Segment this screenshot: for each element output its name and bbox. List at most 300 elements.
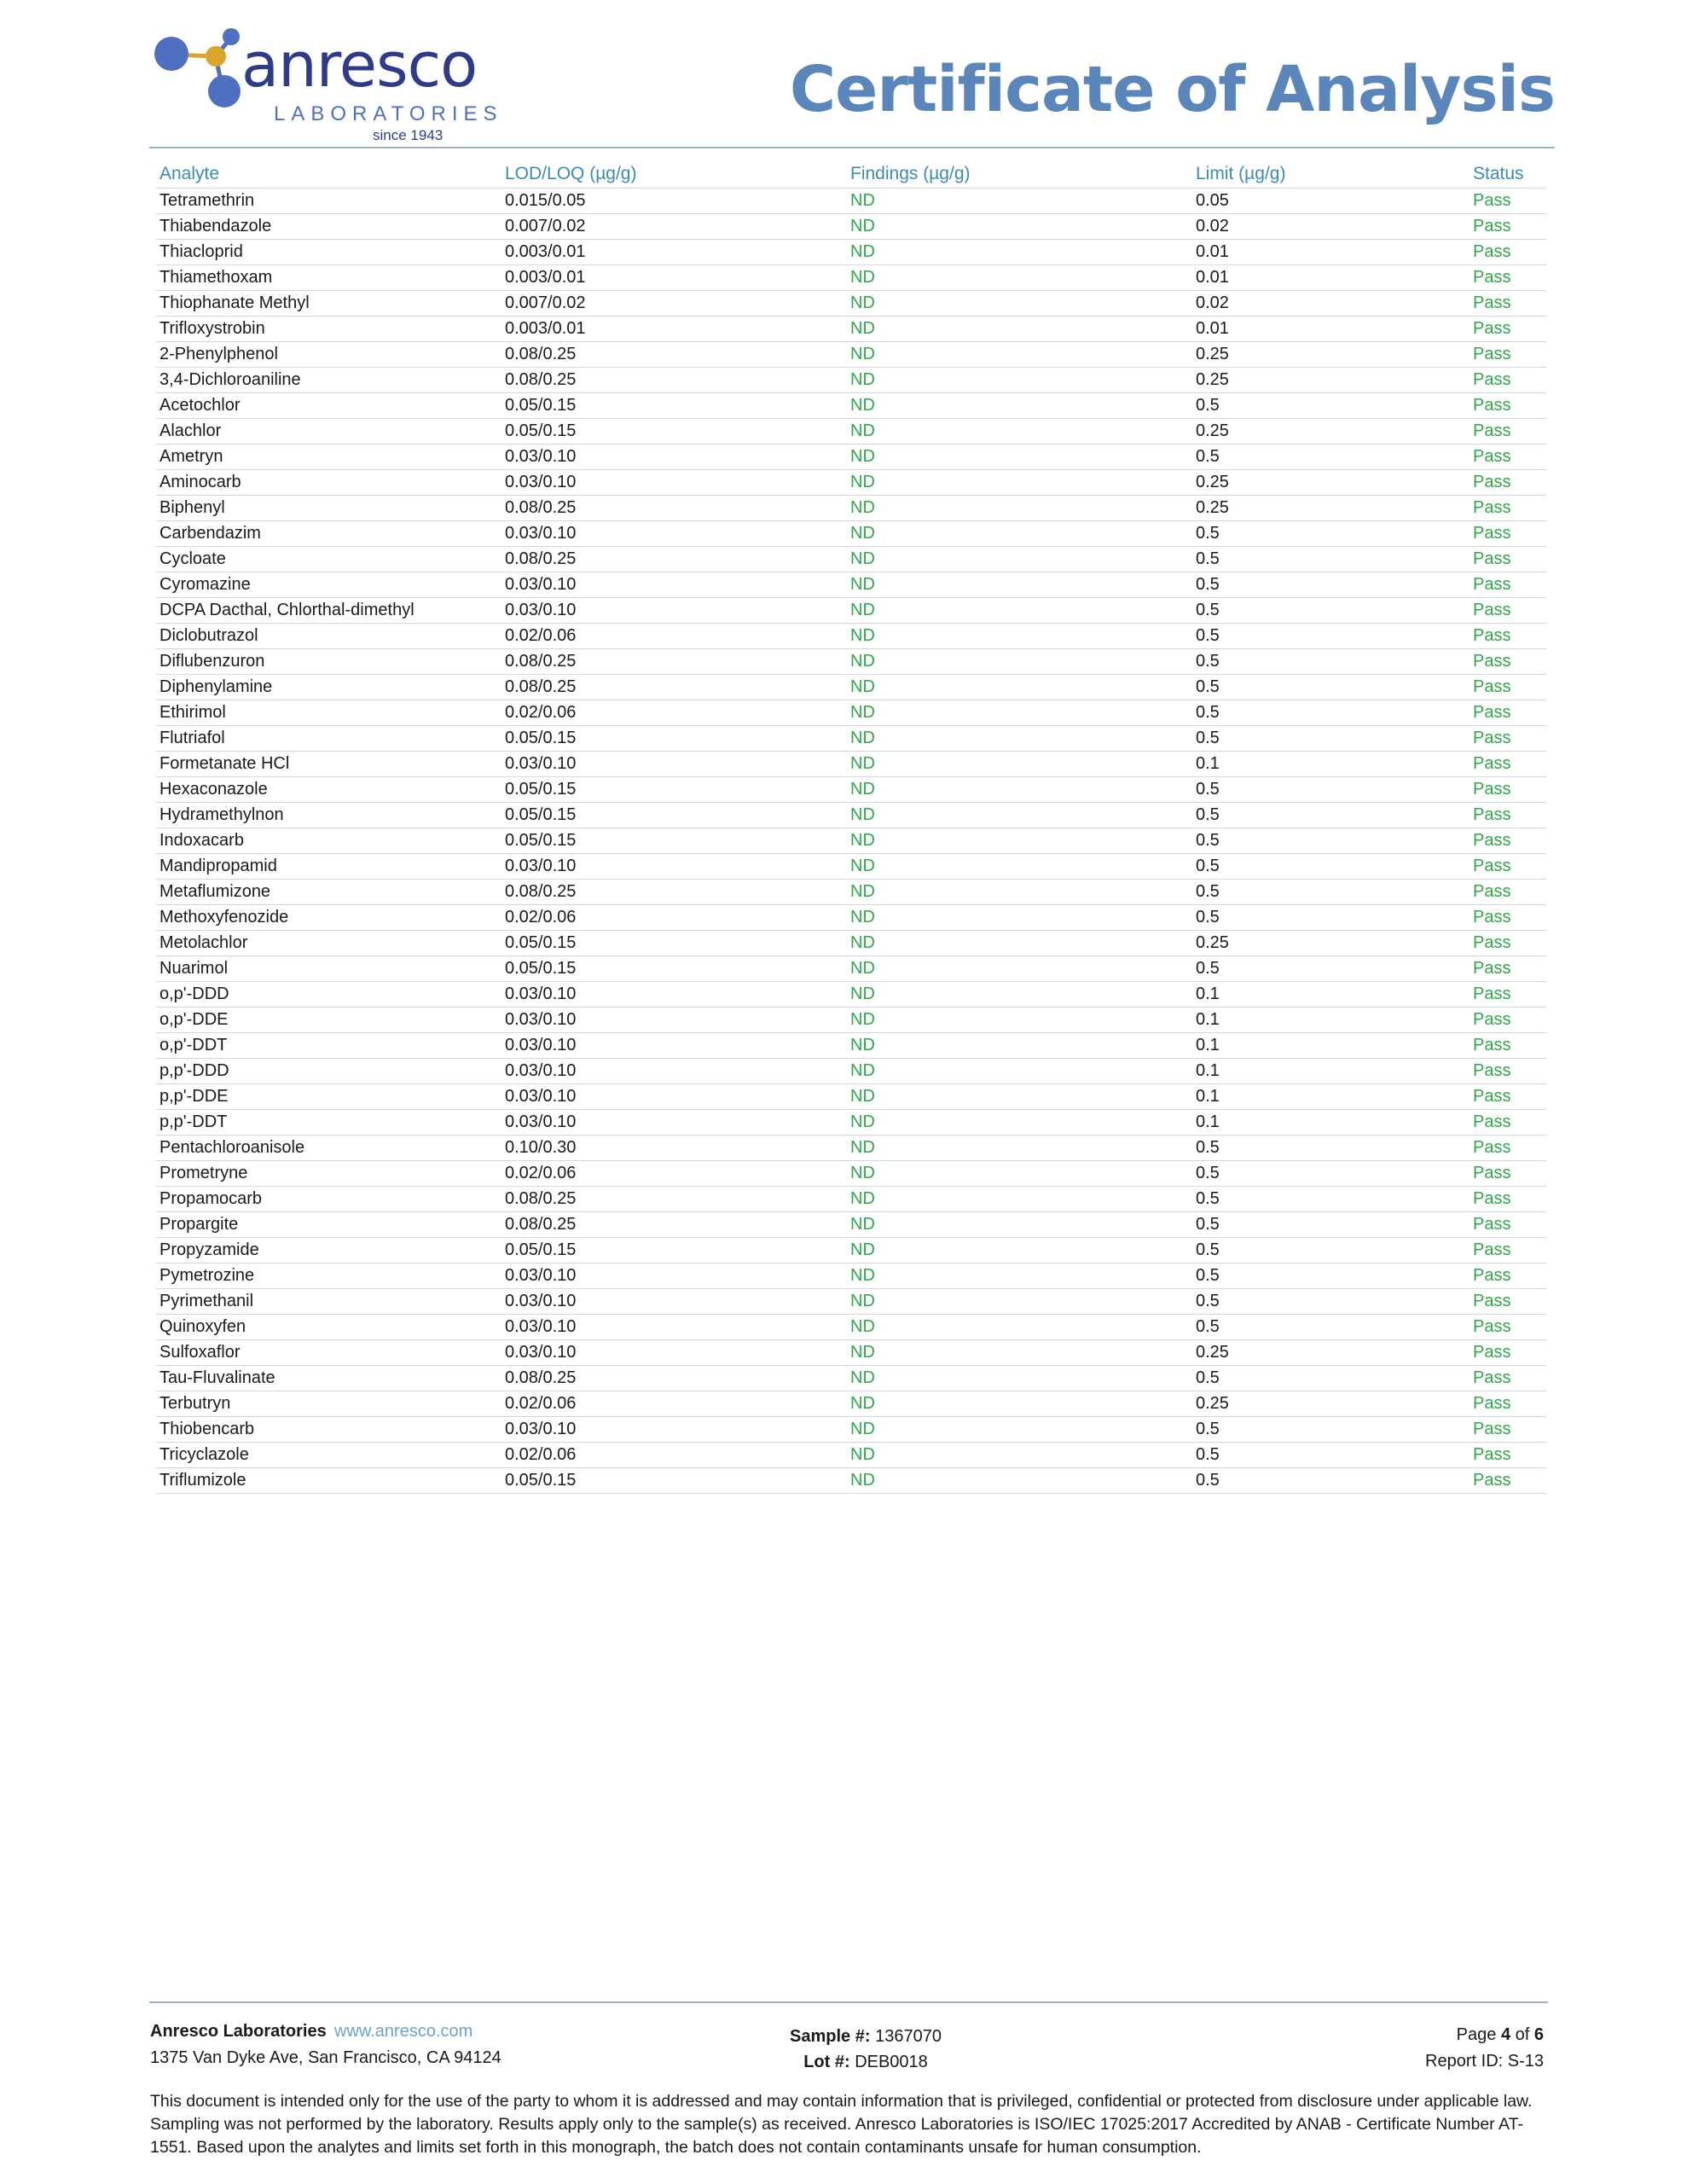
cell-lod-loq: 0.03/0.10 [501,1263,847,1289]
cell-lod-loq: 0.03/0.10 [501,521,847,547]
cell-status: Pass [1470,700,1546,726]
cell-status: Pass [1470,1033,1546,1059]
cell-lod-loq: 0.10/0.30 [501,1136,847,1161]
header-divider [149,147,1555,148]
cell-analyte: Tricyclazole [156,1443,501,1468]
cell-status: Pass [1470,1008,1546,1033]
cell-limit: 0.5 [1192,803,1470,828]
table-row [156,1417,1546,1443]
cell-analyte: Cyromazine [156,572,501,598]
cell-analyte: Methoxyfenozide [156,905,501,931]
cell-status: Pass [1470,1417,1546,1443]
cell-lod-loq: 0.03/0.10 [501,1033,847,1059]
cell-lod-loq: 0.003/0.01 [501,317,847,342]
footer-website-link[interactable]: www.anresco.com [334,2022,473,2041]
table-row [156,931,1546,956]
cell-lod-loq: 0.05/0.15 [501,1238,847,1263]
cell-findings: ND [847,598,1192,624]
cell-findings: ND [847,828,1192,854]
cell-findings: ND [847,189,1192,214]
cell-analyte: Thiabendazole [156,214,501,240]
table-row [156,496,1546,521]
cell-status: Pass [1470,880,1546,905]
lot-label: Lot #: [803,2053,850,2071]
cell-status: Pass [1470,368,1546,393]
cell-findings: ND [847,470,1192,496]
cell-limit: 0.5 [1192,1187,1470,1212]
table-row [156,240,1546,265]
cell-limit: 0.02 [1192,291,1470,317]
cell-analyte: 3,4-Dichloroaniline [156,368,501,393]
cell-analyte: Pyrimethanil [156,1289,501,1315]
cell-limit: 0.5 [1192,1263,1470,1289]
cell-limit: 0.5 [1192,777,1470,803]
cell-limit: 0.5 [1192,675,1470,700]
cell-lod-loq: 0.08/0.25 [501,496,847,521]
table-row [156,1238,1546,1263]
cell-analyte: Propargite [156,1212,501,1238]
cell-limit: 0.5 [1192,700,1470,726]
cell-status: Pass [1470,1161,1546,1187]
table-row [156,1340,1546,1366]
table-row [156,1187,1546,1212]
cell-analyte: Thiamethoxam [156,265,501,291]
table-row [156,368,1546,393]
page-total: 6 [1533,2025,1544,2044]
cell-findings: ND [847,1315,1192,1340]
cell-analyte: Acetochlor [156,393,501,419]
page-of: of [1515,2025,1530,2044]
cell-findings: ND [847,419,1192,444]
sample-info [682,2024,1049,2075]
cell-limit: 0.25 [1192,470,1470,496]
header-findings: Findings (µg/g) [847,160,1192,189]
cell-limit: 0.25 [1192,931,1470,956]
anresco-logo [149,26,507,145]
cell-analyte: Ametryn [156,444,501,470]
cell-status: Pass [1470,291,1546,317]
cell-findings: ND [847,1238,1192,1263]
cell-findings: ND [847,240,1192,265]
cell-analyte: Flutriafol [156,726,501,752]
cell-findings: ND [847,1033,1192,1059]
cell-status: Pass [1470,265,1546,291]
cell-limit: 0.5 [1192,1417,1470,1443]
cell-status: Pass [1470,1187,1546,1212]
table-row [156,880,1546,905]
table-row [156,726,1546,752]
cell-status: Pass [1470,905,1546,931]
cell-analyte: 2-Phenylphenol [156,342,501,368]
table-row [156,1468,1546,1494]
lot-number [682,2049,1049,2075]
cell-lod-loq: 0.05/0.15 [501,726,847,752]
table-row [156,803,1546,828]
cell-analyte: Nuarimol [156,956,501,982]
cell-lod-loq: 0.05/0.15 [501,1468,847,1494]
cell-status: Pass [1470,1238,1546,1263]
cell-analyte: Thiacloprid [156,240,501,265]
table-row [156,470,1546,496]
cell-status: Pass [1470,342,1546,368]
cell-findings: ND [847,1443,1192,1468]
cell-findings: ND [847,265,1192,291]
cell-limit: 0.5 [1192,880,1470,905]
cell-lod-loq: 0.03/0.10 [501,1084,847,1110]
cell-limit: 0.5 [1192,1468,1470,1494]
cell-lod-loq: 0.03/0.10 [501,1417,847,1443]
cell-findings: ND [847,368,1192,393]
cell-findings: ND [847,1340,1192,1366]
cell-lod-loq: 0.08/0.25 [501,368,847,393]
cell-analyte: Metolachlor [156,931,501,956]
cell-limit: 0.5 [1192,1136,1470,1161]
cell-lod-loq: 0.007/0.02 [501,214,847,240]
table-row [156,1263,1546,1289]
disclaimer-text: This document is intended only for the use of the party to whom it is addressed and may contain information that is privileged, confidential or protected from disclosure under applicable law. Sampling was not performed by the laboratory. Results apply only to the sample(s) as received. Anresco Laboratories is ISO/IEC 17025:2017 Accredited by ANAB - Certificate Number AT-1551. Based upon the analytes and limits set forth in this monograph, the batch does not contain contaminants unsafe for human consumption. [150,2092,1533,2157]
cell-status: Pass [1470,470,1546,496]
cell-findings: ND [847,1110,1192,1136]
cell-lod-loq: 0.03/0.10 [501,470,847,496]
cell-findings: ND [847,624,1192,649]
table-row [156,828,1546,854]
cell-findings: ND [847,444,1192,470]
table-row [156,1315,1546,1340]
cell-analyte: Carbendazim [156,521,501,547]
table-row [156,1136,1546,1161]
cell-analyte: Diphenylamine [156,675,501,700]
cell-limit: 0.5 [1192,1238,1470,1263]
table-row [156,700,1546,726]
cell-limit: 0.1 [1192,1084,1470,1110]
table-row [156,1161,1546,1187]
cell-status: Pass [1470,675,1546,700]
table-row [156,1391,1546,1417]
cell-findings: ND [847,1212,1192,1238]
cell-limit: 0.5 [1192,956,1470,982]
cell-analyte: o,p'-DDD [156,982,501,1008]
cell-lod-loq: 0.02/0.06 [501,1443,847,1468]
cell-lod-loq: 0.03/0.10 [501,982,847,1008]
cell-lod-loq: 0.03/0.10 [501,1059,847,1084]
cell-findings: ND [847,649,1192,675]
cell-analyte: p,p'-DDT [156,1110,501,1136]
logo-wordmark: anresco [241,29,478,101]
table-row [156,854,1546,880]
cell-status: Pass [1470,828,1546,854]
results-body [156,189,1546,1494]
cell-analyte: Metaflumizone [156,880,501,905]
cell-analyte: Quinoxyfen [156,1315,501,1340]
cell-lod-loq: 0.003/0.01 [501,240,847,265]
cell-analyte: Thiobencarb [156,1417,501,1443]
cell-lod-loq: 0.015/0.05 [501,189,847,214]
cell-lod-loq: 0.03/0.10 [501,1340,847,1366]
cell-lod-loq: 0.02/0.06 [501,1391,847,1417]
cell-limit: 0.5 [1192,828,1470,854]
cell-status: Pass [1470,521,1546,547]
cell-analyte: Hydramethylnon [156,803,501,828]
cell-lod-loq: 0.03/0.10 [501,1110,847,1136]
cell-limit: 0.5 [1192,624,1470,649]
table-row [156,982,1546,1008]
cell-lod-loq: 0.08/0.25 [501,547,847,572]
page-indicator [1425,2022,1544,2048]
cell-status: Pass [1470,547,1546,572]
cell-limit: 0.5 [1192,726,1470,752]
cell-status: Pass [1470,956,1546,982]
page-info [1425,2022,1544,2075]
cell-limit: 0.5 [1192,1289,1470,1315]
cell-findings: ND [847,214,1192,240]
logo-subtitle: LABORATORIES [274,102,503,125]
cell-findings: ND [847,393,1192,419]
cell-lod-loq: 0.08/0.25 [501,1212,847,1238]
cell-status: Pass [1470,1443,1546,1468]
cell-lod-loq: 0.08/0.25 [501,1187,847,1212]
cell-lod-loq: 0.03/0.10 [501,1315,847,1340]
table-row [156,1008,1546,1033]
cell-analyte: Hexaconazole [156,777,501,803]
cell-limit: 0.5 [1192,547,1470,572]
sample-number [682,2024,1049,2049]
cell-status: Pass [1470,624,1546,649]
cell-findings: ND [847,854,1192,880]
cell-limit: 0.25 [1192,1340,1470,1366]
cell-limit: 0.1 [1192,1059,1470,1084]
cell-findings: ND [847,496,1192,521]
table-row [156,291,1546,317]
cell-findings: ND [847,1059,1192,1084]
cell-status: Pass [1470,598,1546,624]
cell-status: Pass [1470,1468,1546,1494]
cell-status: Pass [1470,419,1546,444]
cell-lod-loq: 0.08/0.25 [501,1366,847,1391]
cell-limit: 0.25 [1192,419,1470,444]
cell-limit: 0.25 [1192,342,1470,368]
cell-limit: 0.1 [1192,1008,1470,1033]
cell-status: Pass [1470,931,1546,956]
cell-analyte: Sulfoxaflor [156,1340,501,1366]
cell-lod-loq: 0.03/0.10 [501,1289,847,1315]
cell-findings: ND [847,572,1192,598]
cell-lod-loq: 0.05/0.15 [501,956,847,982]
results-table [156,160,1546,1494]
cell-findings: ND [847,342,1192,368]
cell-limit: 0.5 [1192,854,1470,880]
table-row [156,393,1546,419]
cell-status: Pass [1470,777,1546,803]
table-row [156,1110,1546,1136]
cell-analyte: Ethirimol [156,700,501,726]
cell-analyte: Trifloxystrobin [156,317,501,342]
cell-limit: 0.5 [1192,1443,1470,1468]
cell-findings: ND [847,1161,1192,1187]
cell-lod-loq: 0.05/0.15 [501,393,847,419]
table-row [156,675,1546,700]
cell-status: Pass [1470,317,1546,342]
table-row [156,521,1546,547]
cell-lod-loq: 0.05/0.15 [501,931,847,956]
cell-limit: 0.5 [1192,649,1470,675]
cell-status: Pass [1470,1263,1546,1289]
cell-limit: 0.25 [1192,1391,1470,1417]
table-row [156,1443,1546,1468]
cell-lod-loq: 0.007/0.02 [501,291,847,317]
cell-status: Pass [1470,189,1546,214]
table-row [156,598,1546,624]
cell-lod-loq: 0.05/0.15 [501,828,847,854]
cell-lod-loq: 0.03/0.10 [501,598,847,624]
cell-findings: ND [847,1366,1192,1391]
table-row [156,572,1546,598]
cell-findings: ND [847,1263,1192,1289]
cell-status: Pass [1470,572,1546,598]
table-row [156,1059,1546,1084]
footer-company: Anresco Laboratories [150,2022,327,2041]
cell-limit: 0.5 [1192,444,1470,470]
cell-findings: ND [847,1468,1192,1494]
cell-analyte: Alachlor [156,419,501,444]
table-header-row [156,160,1546,189]
cell-lod-loq: 0.03/0.10 [501,444,847,470]
header-analyte: Analyte [156,160,501,189]
table-row [156,1033,1546,1059]
table-row [156,649,1546,675]
cell-limit: 0.1 [1192,982,1470,1008]
table-row [156,1366,1546,1391]
table-row [156,317,1546,342]
page-title: Certificate of Analysis [789,53,1555,126]
cell-limit: 0.5 [1192,1212,1470,1238]
cell-status: Pass [1470,1136,1546,1161]
cell-analyte: Formetanate HCl [156,752,501,777]
cell-analyte: Pymetrozine [156,1263,501,1289]
cell-lod-loq: 0.02/0.06 [501,905,847,931]
cell-status: Pass [1470,496,1546,521]
header-status: Status [1470,160,1546,189]
cell-findings: ND [847,752,1192,777]
cell-findings: ND [847,982,1192,1008]
cell-status: Pass [1470,854,1546,880]
cell-analyte: Tetramethrin [156,189,501,214]
sample-value: 1367070 [875,2027,942,2046]
header-lod-loq: LOD/LOQ (µg/g) [501,160,847,189]
cell-lod-loq: 0.003/0.01 [501,265,847,291]
sample-label: Sample #: [790,2027,871,2046]
cell-findings: ND [847,777,1192,803]
cell-findings: ND [847,956,1192,982]
cell-findings: ND [847,317,1192,342]
cell-limit: 0.5 [1192,1315,1470,1340]
logo-since: since 1943 [373,127,443,143]
cell-limit: 0.5 [1192,1161,1470,1187]
table-row [156,1289,1546,1315]
cell-analyte: Prometryne [156,1161,501,1187]
cell-lod-loq: 0.03/0.10 [501,572,847,598]
table-row [156,777,1546,803]
footer-divider [149,2001,1548,2003]
header-limit: Limit (µg/g) [1192,160,1470,189]
cell-lod-loq: 0.08/0.25 [501,675,847,700]
cell-analyte: Propyzamide [156,1238,501,1263]
cell-lod-loq: 0.05/0.15 [501,419,847,444]
cell-lod-loq: 0.02/0.06 [501,700,847,726]
cell-findings: ND [847,1289,1192,1315]
cell-status: Pass [1470,240,1546,265]
table-row [156,905,1546,931]
cell-findings: ND [847,1417,1192,1443]
cell-status: Pass [1470,1315,1546,1340]
cell-limit: 0.1 [1192,1033,1470,1059]
cell-lod-loq: 0.05/0.15 [501,777,847,803]
cell-status: Pass [1470,1391,1546,1417]
cell-analyte: Indoxacarb [156,828,501,854]
cell-limit: 0.5 [1192,905,1470,931]
cell-analyte: p,p'-DDE [156,1084,501,1110]
cell-status: Pass [1470,982,1546,1008]
page-header [149,26,1555,147]
table-row [156,624,1546,649]
cell-findings: ND [847,931,1192,956]
cell-findings: ND [847,1084,1192,1110]
cell-status: Pass [1470,444,1546,470]
footer-address: 1375 Van Dyke Ave, San Francisco, CA 94124 [150,2048,501,2067]
cell-limit: 0.25 [1192,496,1470,521]
table-row [156,189,1546,214]
cell-analyte: Thiophanate Methyl [156,291,501,317]
cell-limit: 0.1 [1192,752,1470,777]
cell-findings: ND [847,521,1192,547]
cell-analyte: o,p'-DDE [156,1008,501,1033]
cell-analyte: p,p'-DDD [156,1059,501,1084]
cell-lod-loq: 0.03/0.10 [501,1008,847,1033]
cell-analyte: Mandipropamid [156,854,501,880]
table-row [156,342,1546,368]
table-row [156,547,1546,572]
cell-limit: 0.25 [1192,368,1470,393]
cell-analyte: Propamocarb [156,1187,501,1212]
cell-lod-loq: 0.08/0.25 [501,880,847,905]
cell-analyte: Cycloate [156,547,501,572]
table-row [156,419,1546,444]
cell-limit: 0.5 [1192,1366,1470,1391]
cell-status: Pass [1470,1289,1546,1315]
cell-lod-loq: 0.03/0.10 [501,854,847,880]
table-row [156,1212,1546,1238]
cell-limit: 0.1 [1192,1110,1470,1136]
cell-findings: ND [847,803,1192,828]
cell-lod-loq: 0.05/0.15 [501,803,847,828]
cell-analyte: Triflumizole [156,1468,501,1494]
cell-analyte: Pentachloroanisole [156,1136,501,1161]
cell-limit: 0.02 [1192,214,1470,240]
cell-findings: ND [847,700,1192,726]
cell-status: Pass [1470,1110,1546,1136]
cell-analyte: Biphenyl [156,496,501,521]
cell-lod-loq: 0.02/0.06 [501,1161,847,1187]
cell-status: Pass [1470,752,1546,777]
cell-analyte: Aminocarb [156,470,501,496]
cell-status: Pass [1470,214,1546,240]
cell-analyte: Tau-Fluvalinate [156,1366,501,1391]
table-row [156,265,1546,291]
cell-analyte: DCPA Dacthal, Chlorthal-dimethyl [156,598,501,624]
cell-limit: 0.01 [1192,317,1470,342]
cell-status: Pass [1470,1212,1546,1238]
cell-status: Pass [1470,1340,1546,1366]
table-row [156,444,1546,470]
